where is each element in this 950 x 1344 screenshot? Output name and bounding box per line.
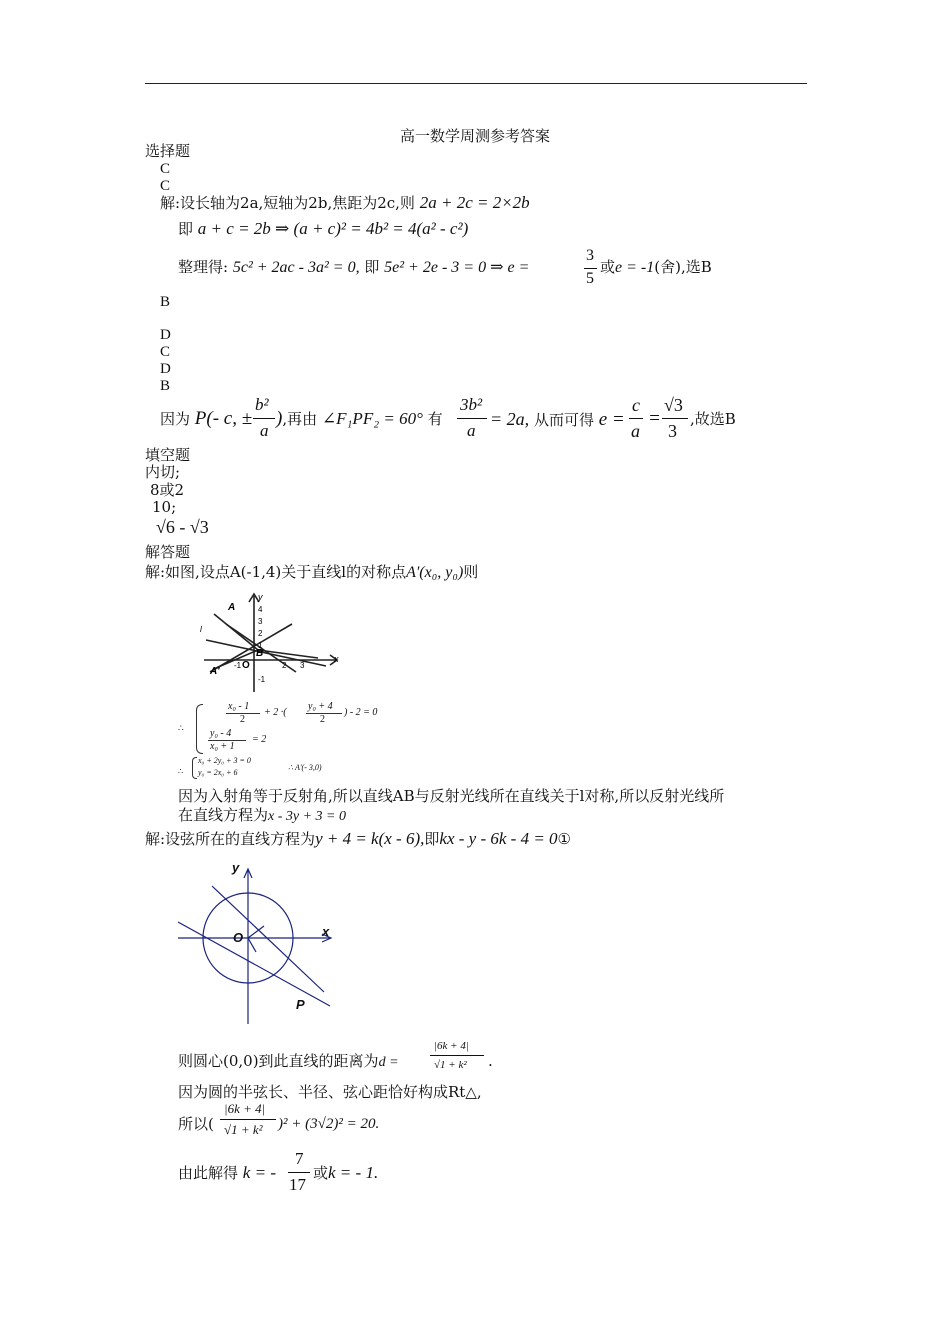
label-O: O <box>233 930 244 945</box>
equation: A'(x₀, y₀) <box>406 564 464 581</box>
tick-label-x2: 2 <box>282 661 287 670</box>
therefore-sign: ∴ <box>178 724 184 734</box>
choice-solution-3-line-2 <box>178 220 468 238</box>
fraction-bar <box>220 1119 276 1120</box>
equation: )² + (3√2)² = 20. <box>278 1116 380 1132</box>
problem-1-para-2 <box>178 806 346 826</box>
tick-label-y2: 2 <box>258 629 263 638</box>
fraction-numerator: 7 <box>295 1149 304 1168</box>
label-A: A <box>228 602 236 613</box>
page-title: 高一数学周测参考答案 <box>399 127 550 145</box>
equation: ) - 2 = 0 <box>344 707 378 718</box>
text: 则圆心(0,0)到此直线的距离为 <box>178 1052 379 1070</box>
fraction-denominator: 2 <box>320 714 325 725</box>
choice-solution-3-line-3 <box>178 258 529 277</box>
equation: 2a + 2c = 2×2b <box>419 193 530 212</box>
choice-answer-8: B <box>160 378 171 394</box>
text: 则 <box>463 563 479 581</box>
tick-label-y4: 4 <box>258 605 263 614</box>
text: 在直线方程为 <box>178 806 269 824</box>
fraction-denominator: √1 + k² <box>434 1059 467 1071</box>
fraction-numerator: 3b² <box>460 395 483 414</box>
text: 有 <box>427 410 443 428</box>
text: ① <box>557 830 571 848</box>
fraction-denominator: 2 <box>240 714 245 725</box>
fill-answer-3: 10; <box>152 498 177 516</box>
fraction-denominator: 3 <box>668 421 677 441</box>
fraction-bar <box>253 418 275 419</box>
fraction-bar <box>430 1055 484 1056</box>
choice-solution-3-line-1 <box>160 194 530 212</box>
fraction-denominator: 5 <box>586 270 594 287</box>
fraction-numerator: b² <box>255 395 269 414</box>
system-brace-2 <box>192 757 197 779</box>
tick-label-neg1: -1 <box>234 661 242 670</box>
equation: y₀ = 2x₀ + 6 <box>198 768 238 777</box>
choice-solution-8-mid <box>276 410 443 428</box>
fraction-numerator: 3 <box>586 247 594 264</box>
equation: + 2 ·( <box>264 707 287 718</box>
equation: e = -1 <box>615 259 655 276</box>
fill-heading: 填空题 <box>145 446 191 464</box>
fraction-numerator: |6k + 4| <box>224 1101 266 1116</box>
choice-solution-8-end: ,故选B <box>690 410 736 428</box>
equation: e = <box>598 409 625 430</box>
choice-solution-8-start <box>160 410 252 428</box>
equation: k = - <box>242 1163 276 1182</box>
text: 或 <box>313 1164 329 1182</box>
problem-2-result <box>178 1164 276 1182</box>
label-x: x <box>322 924 330 939</box>
equation: k = - 1. <box>328 1163 379 1182</box>
problem-1-line-1 <box>145 563 478 582</box>
equation: = 2 <box>252 734 267 745</box>
fraction-bar <box>457 418 487 419</box>
tick-label-x3: 3 <box>300 661 305 670</box>
fraction-denominator: a <box>467 421 476 440</box>
label-A-prime: A' <box>210 666 220 677</box>
equation: P(- c, ± <box>194 408 253 429</box>
fraction-denominator: √1 + k² <box>224 1122 263 1137</box>
problem-1-para-1: 因为入射角等于反射角,所以直线AB与反射光线所在直线关于l对称,所以反射光线所 <box>178 787 725 805</box>
label-y: y <box>258 592 263 602</box>
equation: 5c² + 2ac - 3a² = 0, <box>232 259 360 276</box>
text: 解:设弦所在的直线方程为 <box>145 830 316 848</box>
equation: ∠F₁PF₂ = 60° <box>321 409 423 428</box>
choice-answer-7: D <box>160 361 171 377</box>
top-rule <box>145 83 807 84</box>
fill-answer-2: 8或2 <box>150 481 185 499</box>
problem-2-result-tail <box>313 1164 378 1182</box>
fraction-numerator: √3 <box>664 395 683 415</box>
choice-answer-4: B <box>160 294 171 310</box>
label-y: y <box>232 860 240 875</box>
equation: = 2a, <box>490 409 530 429</box>
equation: y + 4 = k(x - 6), <box>315 829 425 848</box>
fraction-bar <box>584 268 597 269</box>
label-P: P <box>296 997 305 1012</box>
period: . <box>488 1052 493 1070</box>
choice-answer-1: C <box>160 161 171 177</box>
problem-2-distance <box>178 1052 399 1072</box>
equation: ∴ A'(- 3,0) <box>288 763 322 772</box>
text: 整理得: <box>178 258 229 276</box>
problem-2-so: 所以( <box>178 1115 214 1133</box>
fraction-bar <box>662 418 688 419</box>
fraction-denominator: x₀ + 1 <box>210 741 235 752</box>
system-brace-1 <box>196 704 203 754</box>
fraction-numerator: x₀ - 1 <box>228 701 250 712</box>
text: 因为 <box>160 410 191 428</box>
text: 由此解得 <box>178 1164 239 1182</box>
perpendicular-2 <box>248 938 256 952</box>
choice-answer-6: C <box>160 344 171 360</box>
choice-heading: 选择题 <box>145 142 191 160</box>
problem-2-rt: 因为圆的半弦长、半径、弦心距恰好构成Rt△, <box>178 1083 482 1101</box>
label-l: l <box>200 625 202 634</box>
text: (舍),选B <box>654 258 712 276</box>
choice-solution-8-mid2 <box>490 410 625 429</box>
fill-answer-4: √6 - √3 <box>156 517 209 537</box>
fraction-denominator: 17 <box>289 1175 306 1194</box>
text: 即 <box>178 220 194 238</box>
fraction-numerator: c <box>632 395 640 415</box>
equation: d = <box>378 1055 399 1070</box>
fraction-bar <box>288 1172 310 1173</box>
text: 即 <box>364 258 380 276</box>
text: 从而可得 <box>533 411 594 429</box>
reflection-figure <box>196 588 346 698</box>
fraction-denominator: a <box>631 421 640 441</box>
equation: x₀ + 2y₀ + 3 = 0 <box>198 756 251 765</box>
tick-label-ym1: -1 <box>258 675 266 684</box>
text: ,再由 <box>282 410 318 428</box>
chord-line-1 <box>212 886 324 992</box>
fraction-numerator: y₀ + 4 <box>308 701 333 712</box>
tick-label-y1: 1 <box>258 641 263 650</box>
equation: 5e² + 2e - 3 = 0 ⇒ e = <box>384 259 530 276</box>
fraction-numerator: y₀ - 4 <box>210 728 232 739</box>
choice-answer-5: D <box>160 327 171 343</box>
choice-answer-2: C <box>160 178 171 194</box>
tick-label-y3: 3 <box>258 617 263 626</box>
label-O: O <box>242 660 250 671</box>
answer-heading: 解答题 <box>145 543 191 561</box>
problem-2-line-1 <box>145 830 571 848</box>
equation: a + c = 2b ⇒ (a + c)² = 4b² = 4(a² - c²) <box>197 219 469 238</box>
line-l <box>206 640 326 666</box>
choice-solution-3-line-3-tail <box>600 258 712 277</box>
fraction-bar <box>629 418 643 419</box>
label-x: x <box>334 654 339 664</box>
equation: x - 3y + 3 = 0 <box>268 809 346 824</box>
fraction-numerator: |6k + 4| <box>434 1040 469 1052</box>
equation: = <box>648 408 661 429</box>
text: 或 <box>600 258 616 276</box>
fill-answer-1: 内切; <box>145 463 181 481</box>
label-B: B <box>256 648 264 659</box>
equation: kx - y - 6k - 4 = 0 <box>439 829 558 848</box>
equation: ) <box>276 408 283 429</box>
text: 解:如图,设点A(-1,4)关于直线l的对称点 <box>145 563 407 581</box>
chord-line-2 <box>178 922 330 1006</box>
text: 即 <box>424 830 440 848</box>
circle-chord-figure <box>170 852 350 1027</box>
incident-ray <box>214 614 258 650</box>
text: 解:设长轴为2a,短轴为2b,焦距为2c,则 <box>160 194 415 212</box>
therefore-sign: ∴ <box>178 767 184 776</box>
fraction-denominator: a <box>260 421 269 440</box>
